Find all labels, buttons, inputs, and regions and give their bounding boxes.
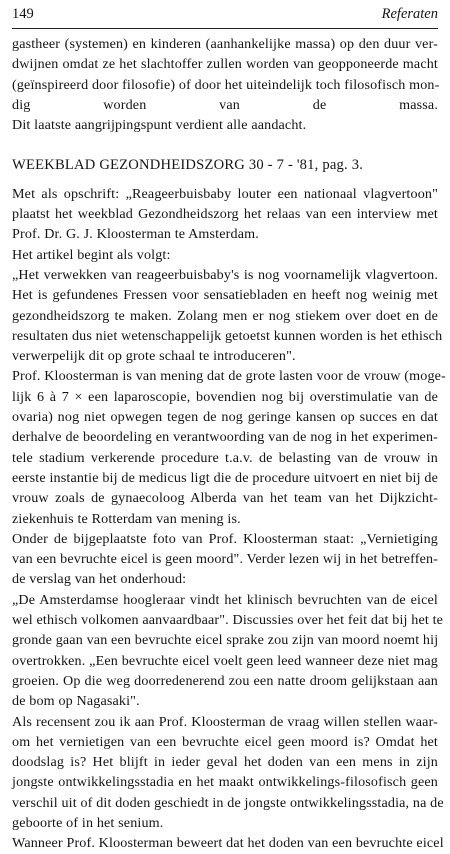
text-line: overtrokken. „Een bevruchte eicel voelt geen leed wanneer deze niet mag: [12, 652, 438, 669]
text-line: van een bevruchte eicel is geen moord". Verder lezen wij in het betreffen-: [12, 551, 439, 568]
intro-section: [12, 34, 438, 135]
text-line: (geïnspireerd door filosofie) of door het uiteindelijk toch filosofisch mon-: [12, 76, 440, 93]
text-line: geboorte of in het senium.: [12, 814, 164, 831]
text-line: dig worden van de massa.: [12, 96, 438, 113]
text-line: jongste ontwikkelingsstadia en het maakt ontwikkelings-filosofisch geen: [12, 774, 438, 791]
text-line: ziekenhuis te Rotterdam van mening is.: [12, 510, 241, 527]
text-line: groeien. Op die weg doorredenerend zou een natte droom gelijkstaan aan: [12, 672, 438, 689]
paragraph: [12, 529, 438, 590]
paragraph: [12, 184, 438, 245]
text-line: gronde gaan van een bevruchte eicel sprake zou zijn van moord noemt hij: [12, 632, 439, 649]
text-line: Prof. Kloosterman is van mening dat de grote lasten voor de vrouw (moge-: [12, 368, 446, 385]
paragraph: [12, 833, 444, 853]
page-header: [12, 4, 438, 24]
paragraph: [12, 590, 444, 712]
header-rule: [12, 28, 438, 29]
paragraph: [12, 366, 446, 528]
paragraph: [12, 245, 438, 265]
text-line: Het artikel begint als volgt:: [12, 246, 171, 263]
text-line: „Het verwekken van reageerbuisbaby's is nog voornamelijk vlagvertoon.: [12, 266, 438, 283]
text-line: verwerpelijk dit op grote schaal te introduceren".: [12, 348, 296, 365]
page-number: 149: [12, 6, 34, 22]
text-line: gezondheidszorg te maken. Zolang men er nog stiekem over doet en de: [12, 307, 438, 324]
text-line: dwijnen omdat ze het slachtoffer zullen worden van geopponeerde macht: [12, 56, 438, 73]
text-line: „De Amsterdamse hoogleraar vindt het klinisch bevruchten van de eicel: [12, 591, 438, 608]
text-line: doodslag is? Het blijft in ieder geval het doden van een mens in zijn: [12, 754, 438, 771]
text-line: lijk 6 à 7 × een laparoscopie, bovendien nog bij overstimulatie van de: [12, 388, 438, 405]
paragraph: [12, 34, 438, 135]
text-line: vrouw zoals de gynaecoloog Alberda van het team van het Dijkzicht-: [12, 490, 438, 507]
text-line: gastheer (systemen) en kinderen (aanhankelijke massa) op den duur ver-: [12, 36, 438, 52]
text-line: ovaria) nog niet opwegen tegen de nog geringe kansen op succes en dat: [12, 409, 438, 426]
text-line: resultaten dus niet wetenschappelijk getoetst kunnen worden is het ethisch: [12, 327, 443, 344]
review-section: [12, 184, 446, 854]
text-line: Prof. Dr. G. J. Kloosterman te Amsterdam.: [12, 226, 259, 243]
text-line: Met als opschrift: „Reageerbuisbaby louter een nationaal vlagvertoon": [12, 185, 438, 202]
text-line: om het vernietigen van een bevruchte eicel geen moord is? Omdat het: [12, 733, 438, 750]
text-line: plaatst het weekblad Gezondheidszorg het relaas van een interview met: [12, 206, 438, 223]
section-heading: WEEKBLAD GEZONDHEIDSZORG 30 - 7 - '81, pag. 3.: [12, 157, 364, 174]
text-line: verschil uit of dit doden geschiedt in de jongste ontwikkelingsstadia, na de: [12, 794, 444, 811]
text-line: de bom op Nagasaki".: [12, 693, 140, 710]
text-line: Wanneer Prof. Kloosterman beweert dat het doden van een bevruchte eicel: [12, 835, 444, 852]
text-line: Onder de bijgeplaatste foto van Prof. Kloosterman staat: „Vernietiging: [12, 530, 438, 547]
paragraph: [12, 712, 444, 834]
text-line: Het is gefundenes Fressen voor sensatiebladen en heeft nog weinig met: [12, 287, 438, 304]
text-line: eerste instantie bij de medicus ligt die de procedure uitvoert en niet bij de: [12, 469, 438, 486]
text-line: Dit laatste aangrijpingspunt verdient alle aandacht.: [12, 117, 307, 134]
text-line: de verslag van het onderhoud:: [12, 571, 187, 588]
paragraph: [12, 265, 443, 366]
article-body: [12, 34, 446, 854]
text-line: wel ethisch volkomen aanvaardbaar". Discussies over het feit dat bij het te: [12, 612, 444, 629]
text-line: derhalve de beoordeling en verantwoording van de nog in het experimen-: [12, 429, 438, 446]
text-line: Als recensent zou ik aan Prof. Kloosterman de vraag willen stellen waar-: [12, 713, 438, 730]
text-line: tele stadium verkerende procedure t.a.v. de belasting van de vrouw in: [12, 449, 438, 466]
running-head: Referaten: [381, 6, 438, 22]
